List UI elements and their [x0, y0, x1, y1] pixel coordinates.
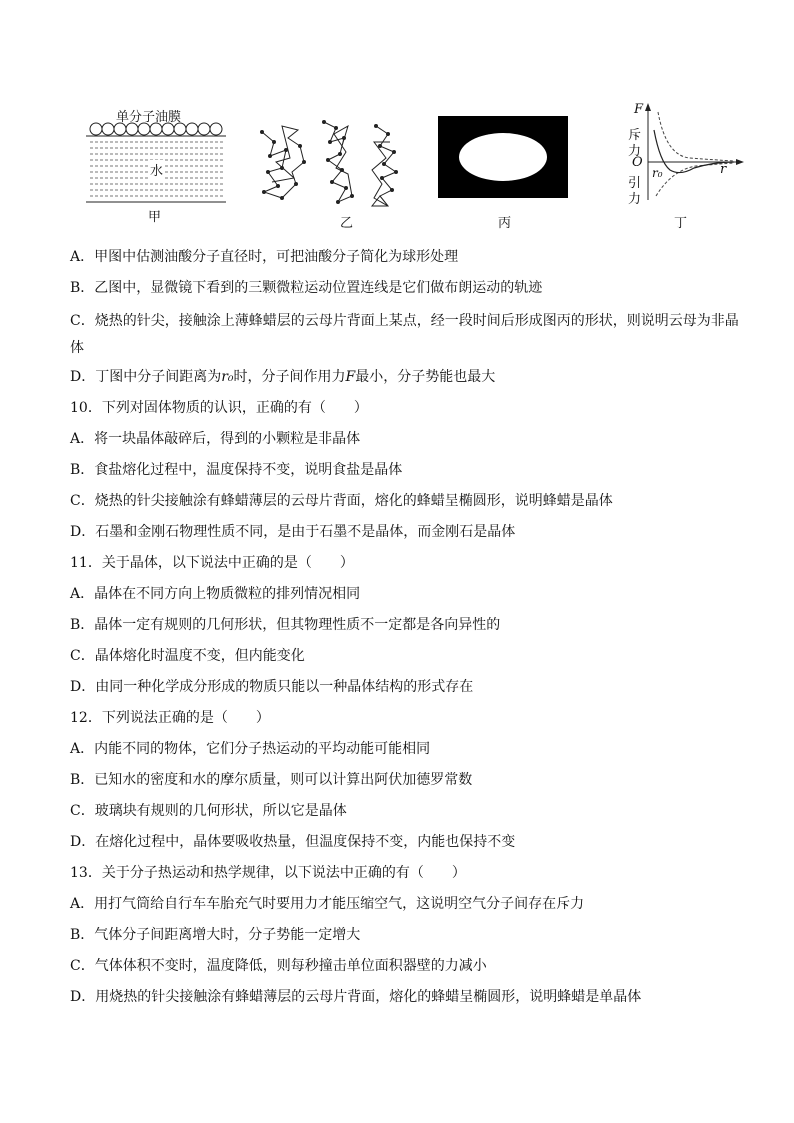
q9-d-mid: 时，分子间作用力 [233, 369, 346, 385]
axis-r-label: r [720, 162, 727, 177]
figure-row [0, 100, 794, 240]
q10-stem: 10．下列对固体物质的认识，正确的有（ ） [70, 400, 368, 416]
q9-option-b: B．乙图中，显微镜下看到的三颗微粒运动位置连线是它们做布朗运动的轨迹 [70, 280, 543, 296]
q11-option-d: D．由同一种化学成分形成的物质只能以一种晶体结构的形式存在 [70, 679, 474, 695]
q10-option-a: A．将一块晶体敲碎后，得到的小颗粒是非晶体 [70, 431, 361, 447]
q9-d-pre: D．丁图中分子间距离为 [70, 369, 222, 385]
q12-option-c: C．玻璃块有规则的几何形状，所以它是晶体 [70, 803, 347, 819]
q9-d-post: 最小，分子势能也最大 [355, 369, 496, 385]
figure-bing [438, 100, 570, 230]
figure-yi [252, 100, 412, 230]
q12-stem: 12．下列说法正确的是（ ） [70, 710, 270, 726]
caption-yi: 乙 [340, 216, 354, 231]
caption-ding: 丁 [674, 216, 688, 231]
repulsion-char-2: 力 [628, 144, 642, 159]
q10-option-b: B．食盐熔化过程中，温度保持不变，说明食盐是晶体 [70, 462, 403, 478]
figure-jia [86, 100, 236, 230]
q13-option-d: D．用烧热的针尖接触涂有蜂蜡薄层的云母片背面，熔化的蜂蜡呈椭圆形，说明蜂蜡是单晶体 [70, 989, 642, 1005]
q9-option-d [70, 366, 750, 397]
figure-ding [620, 100, 750, 230]
origin-label: O [632, 155, 643, 170]
q11-stem: 11．关于晶体，以下说法中正确的是（ ） [70, 555, 354, 571]
q11-option-c: C．晶体熔化时温度不变，但内能变化 [70, 648, 305, 664]
q12-option-d: D．在熔化过程中，晶体要吸收热量，但温度保持不变，内能也保持不变 [70, 834, 516, 850]
q13-option-c: C．气体体积不变时，温度降低，则每秒撞击单位面积器壁的力减小 [70, 958, 487, 974]
water-label: 水 [148, 160, 165, 179]
wax-ellipse-diagram [438, 116, 570, 200]
q9-option-a: A．甲图中估测油酸分子直径时，可把油酸分子简化为球形处理 [70, 249, 459, 265]
caption-bing: 丙 [498, 216, 512, 231]
brownian-trace-diagram [252, 112, 412, 222]
q13-option-a: A．用打气筒给自行车车胎充气时要用力才能压缩空气，这说明空气分子间存在斥力 [70, 896, 585, 912]
q10-option-d: D．石墨和金刚石物理性质不同，是由于石墨不是晶体，而金刚石是晶体 [70, 524, 516, 540]
question-text [70, 246, 750, 1017]
q9-d-r0: r₀ [221, 369, 234, 385]
axis-f-label: F [634, 102, 644, 117]
q10-option-c: C．烧热的针尖接触涂有蜂蜡薄层的云母片背面，熔化的蜂蜡呈椭圆形，说明蜂蜡是晶体 [70, 493, 613, 509]
q11-option-a: A．晶体在不同方向上物质微粒的排列情况相同 [70, 586, 361, 602]
oil-film-label: 单分子油膜 [116, 110, 182, 125]
q12-option-a: A．内能不同的物体，它们分子热运动的平均动能可能相同 [70, 741, 431, 757]
q9-option-c: C．烧热的针尖，接触涂上薄蜂蜡层的云母片背面上某点，经一段时间后形成图丙的形状，则说明云母为非晶体 [70, 313, 739, 356]
attraction-char-1: 引 [628, 176, 642, 191]
q13-stem: 13．关于分子热运动和热学规律，以下说法中正确的有（ ） [70, 865, 466, 881]
repulsion-char-1: 斥 [628, 128, 642, 143]
q12-option-b: B．已知水的密度和水的摩尔质量，则可以计算出阿伏加德罗常数 [70, 772, 473, 788]
r0-label: r₀ [652, 166, 663, 180]
q9-d-f: F [345, 369, 356, 385]
q13-option-b: B．气体分子间距离增大时，分子势能一定增大 [70, 927, 361, 943]
caption-jia: 甲 [148, 210, 162, 225]
q11-option-b: B．晶体一定有规则的几何形状，但其物理性质不一定都是各向异性的 [70, 617, 501, 633]
attraction-char-2: 力 [628, 192, 642, 207]
